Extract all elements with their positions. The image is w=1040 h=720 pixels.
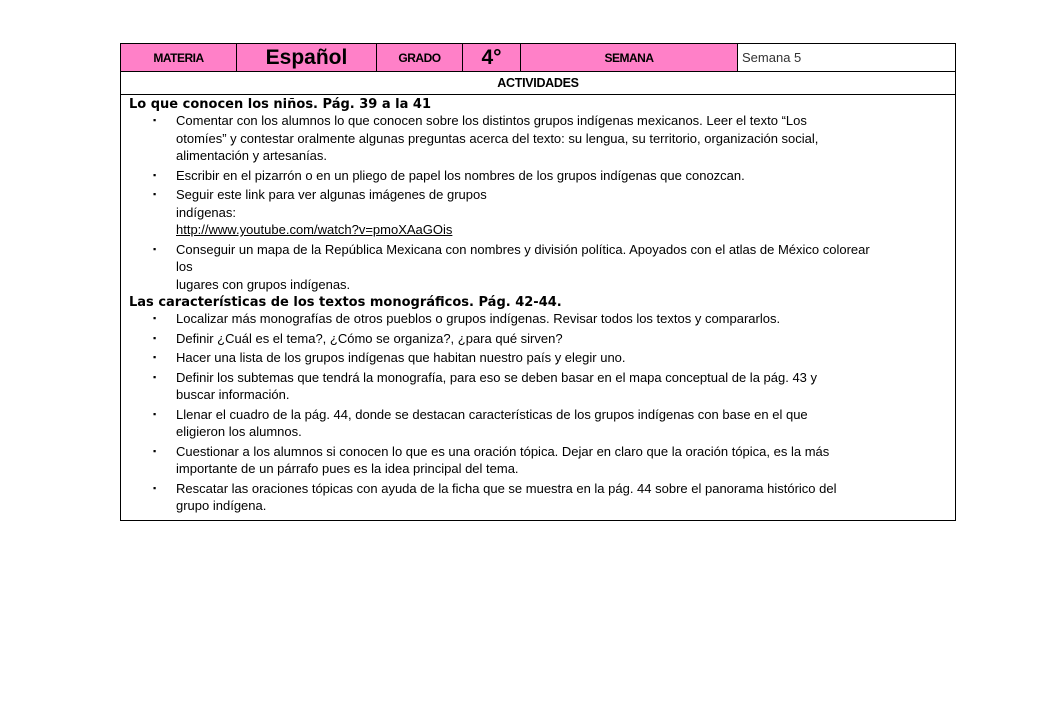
- planning-table: [120, 43, 956, 521]
- activity-text-line: otomíes” y contestar oralmente algunas preguntas acerca del texto: su lengua, su territorio, organización social,: [176, 130, 819, 146]
- activity-text-line: lugares con grupos indígenas.: [176, 276, 351, 292]
- activity-text-line: Cuestionar a los alumnos si conocen lo que es una oración tópica. Dejar en claro que la oración tópica, es la más: [176, 443, 830, 459]
- activity-text-line: alimentación y artesanías.: [176, 148, 328, 163]
- section-title: Las características de los textos monográficos. Pág. 42-44.: [129, 295, 562, 310]
- activity-text-line: grupo indígena.: [176, 498, 267, 513]
- activity-item: [153, 186, 947, 239]
- activity-item: [153, 406, 947, 441]
- activity-text-line: importante de un párrafo pues es la idea principal del tema.: [176, 461, 519, 476]
- activity-item: [153, 241, 947, 294]
- bullet-icon: ▪: [153, 352, 157, 362]
- activity-text-line: los: [176, 259, 193, 274]
- activity-item: [153, 480, 947, 515]
- activity-item: [153, 369, 947, 404]
- materia-label: MATERIA: [121, 44, 237, 71]
- activity-text-line: Localizar más monografías de otros pueblos o grupos indígenas. Revisar todos los textos y compararlos.: [176, 311, 781, 326]
- bullet-icon: ▪: [153, 115, 157, 125]
- bullet-icon: ▪: [153, 313, 157, 323]
- grade-value: 4°: [463, 44, 521, 71]
- section-title: Lo que conocen los niños. Pág. 39 a la 41: [129, 97, 432, 112]
- activity-text-line: indígenas:: [176, 204, 236, 220]
- video-link[interactable]: http://www.youtube.com/watch?v=pmoXAaGOis: [176, 222, 453, 237]
- activity-list: [129, 112, 947, 293]
- activity-item: [153, 330, 947, 348]
- activity-item: [153, 310, 947, 328]
- header-row: [121, 44, 955, 72]
- activity-text-line: Rescatar las oraciones tópicas con ayuda de la ficha que se muestra en la pág. 44 sobre el panorama histórico del: [176, 480, 837, 496]
- activities-content: [121, 95, 955, 520]
- activity-item: [153, 112, 947, 165]
- activity-text-line: Comentar con los alumnos lo que conocen sobre los distintos grupos indígenas mexicanos. Leer el texto “Los: [176, 113, 807, 128]
- bullet-icon: ▪: [153, 445, 157, 456]
- activity-text-line: Llenar el cuadro de la pág. 44, donde se destacan características de los grupos indígenas con base en el que: [176, 406, 808, 422]
- activity-list: [129, 310, 947, 515]
- bullet-icon: ▪: [153, 169, 157, 180]
- activity-text-line: eligieron los alumnos.: [176, 424, 302, 439]
- activity-text-line: Definir los subtemas que tendrá la monografía, para eso se deben basar en el mapa conceptual de la pág. 43 y: [176, 369, 818, 385]
- semana-label: SEMANA: [521, 44, 738, 71]
- bullet-icon: ▪: [153, 189, 157, 199]
- activity-text-line: Conseguir un mapa de la República Mexicana con nombres y división política. Apoyados con el atlas de México colorear: [176, 241, 870, 257]
- activities-title: ACTIVIDADES: [121, 72, 955, 95]
- bullet-icon: ▪: [153, 371, 157, 382]
- activity-item: [153, 349, 947, 367]
- activity-text-line: Seguir este link para ver algunas imágenes de grupos: [176, 187, 487, 202]
- week-value: Semana 5: [738, 44, 955, 71]
- activity-item: [153, 443, 947, 478]
- bullet-icon: ▪: [153, 243, 157, 254]
- activity-text-line: Escribir en el pizarrón o en un pliego de papel los nombres de los grupos indígenas que conozcan.: [176, 167, 745, 183]
- activity-text-line: Definir ¿Cuál es el tema?, ¿Cómo se organiza?, ¿para qué sirven?: [176, 330, 563, 346]
- activity-text-line: buscar información.: [176, 387, 290, 402]
- grado-label: GRADO: [377, 44, 463, 71]
- activity-item: [153, 167, 947, 185]
- activity-text-line: Hacer una lista de los grupos indígenas que habitan nuestro país y elegir uno.: [176, 350, 626, 365]
- bullet-icon: ▪: [153, 482, 157, 493]
- bullet-icon: ▪: [153, 408, 157, 419]
- bullet-icon: ▪: [153, 332, 157, 343]
- subject-value: Español: [237, 44, 377, 71]
